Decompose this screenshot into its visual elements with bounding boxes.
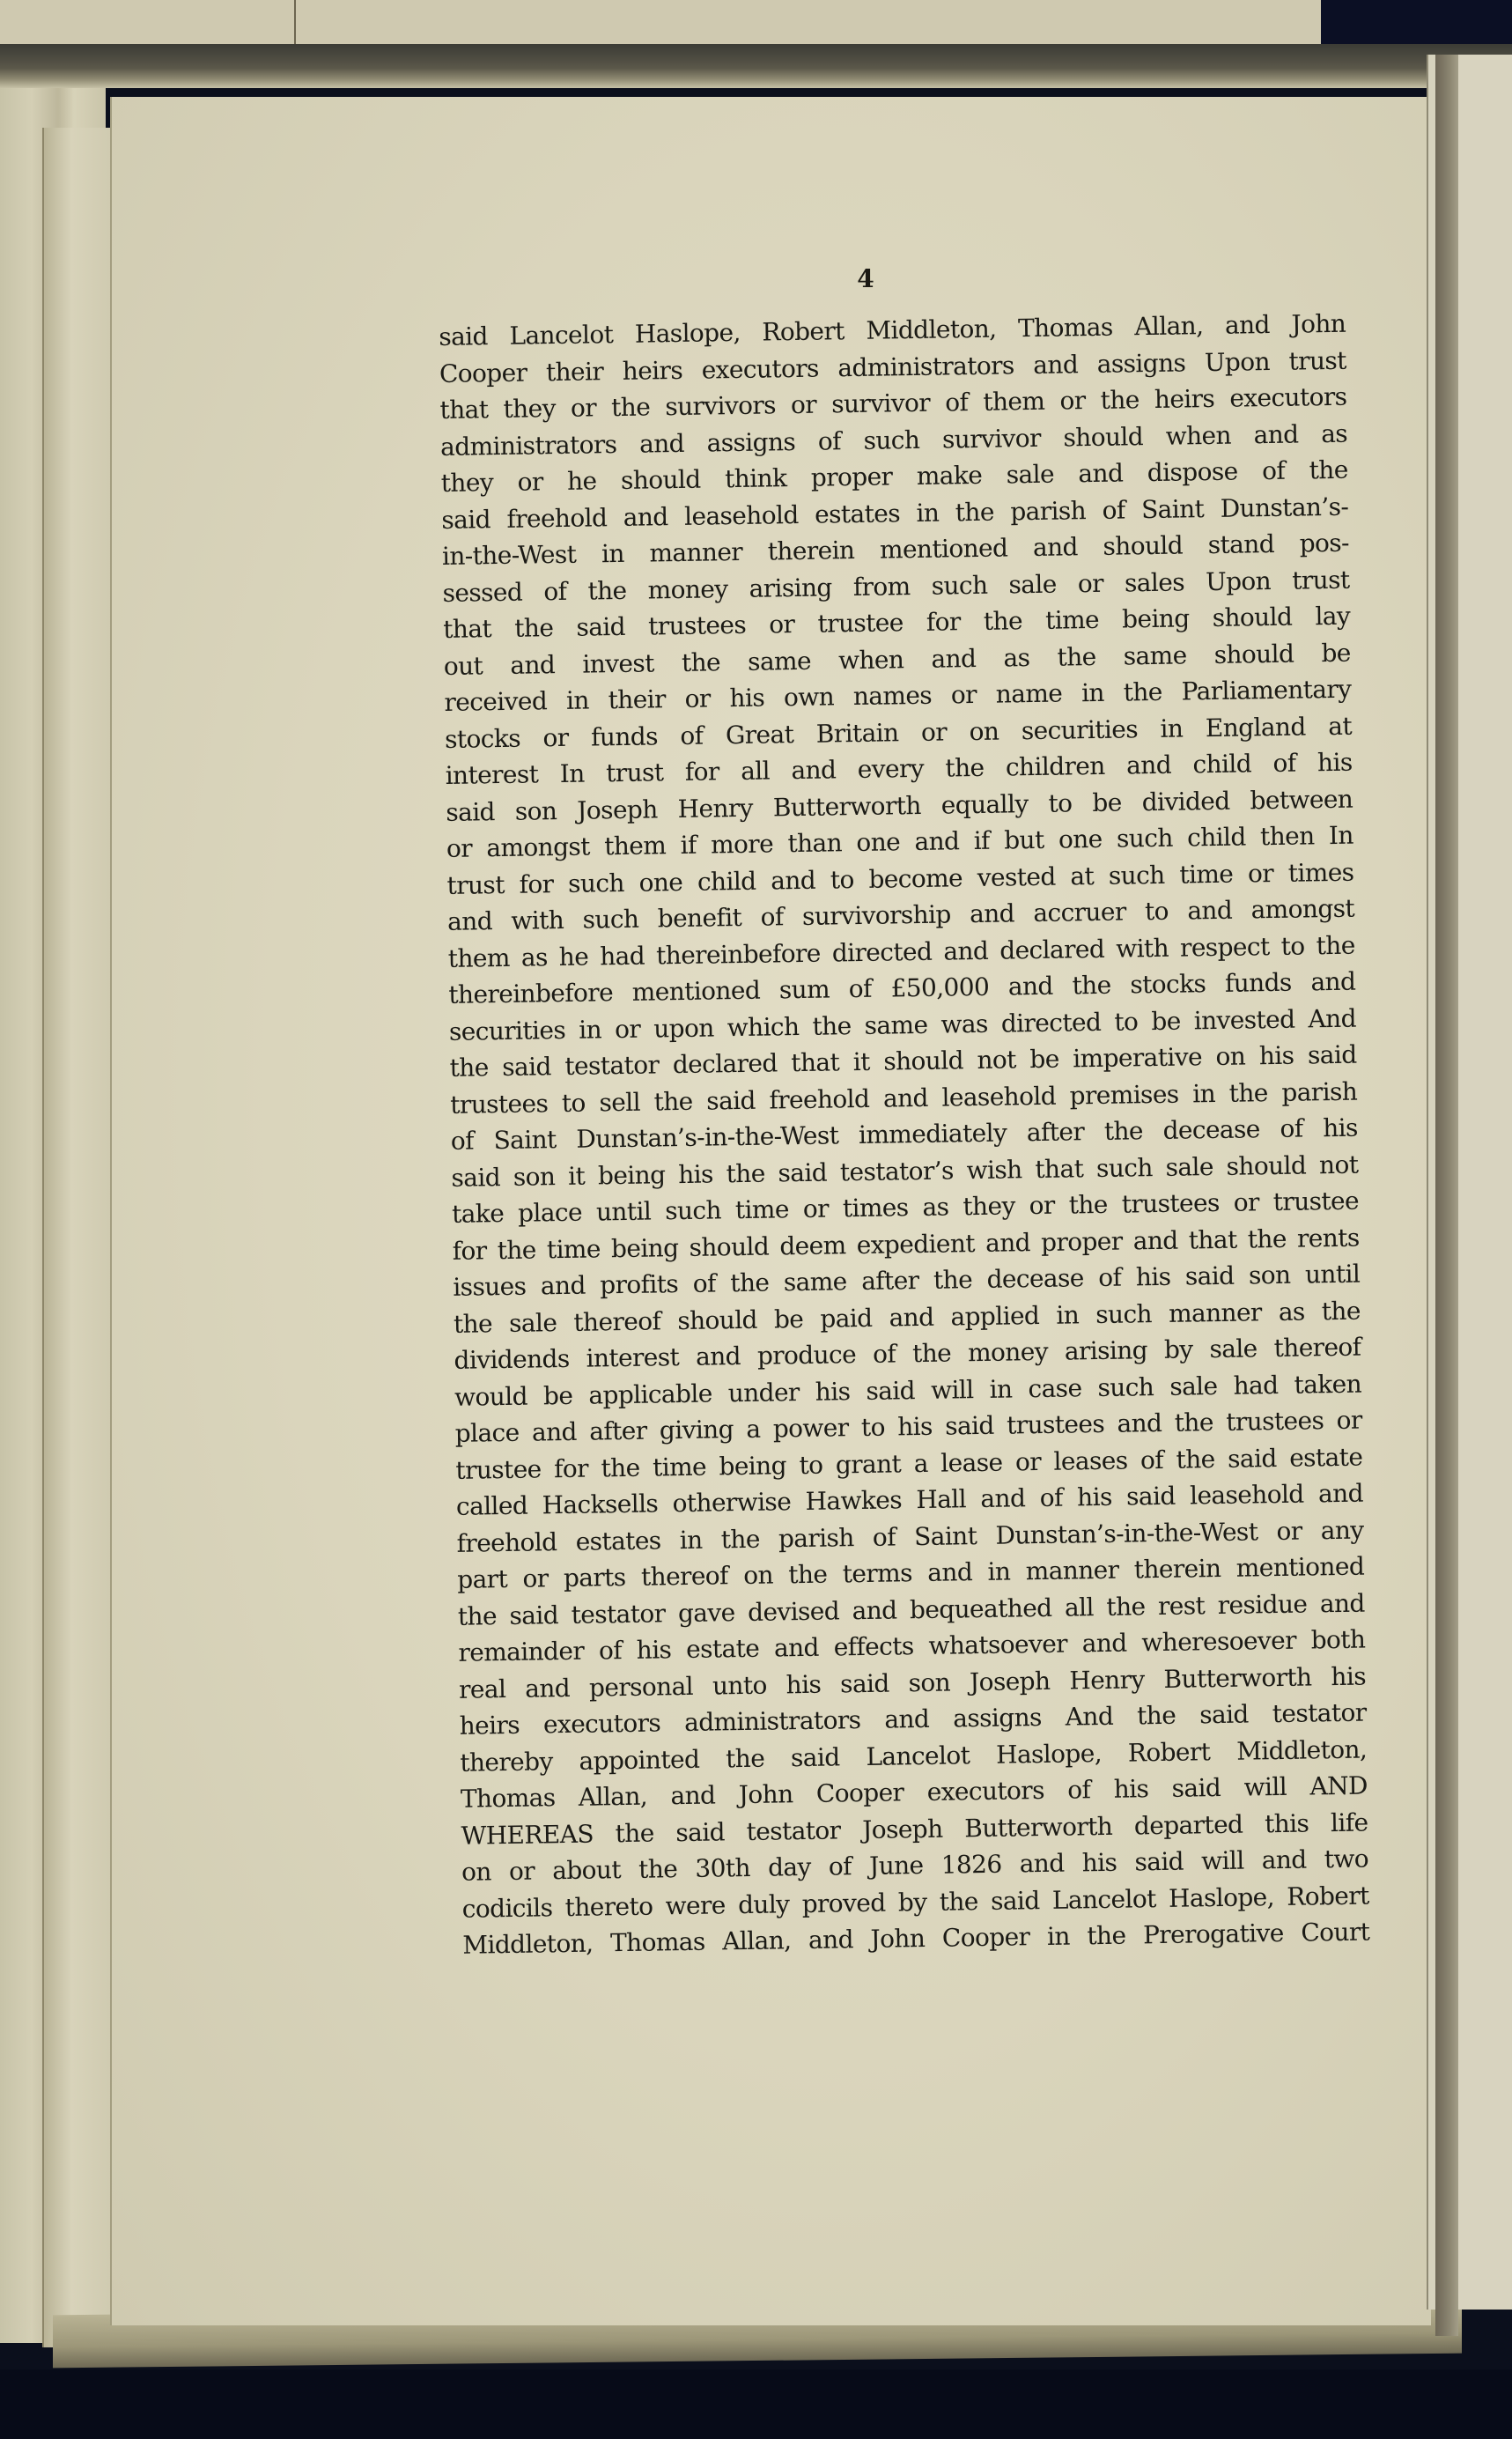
text-line: they or he should think proper make sale and dispose of the: [440, 455, 1348, 498]
spine-shadow: [1435, 55, 1458, 2336]
text-line: stocks or funds of Great Britain or on securities in England at: [444, 711, 1353, 754]
text-line: and with such benefit of survivorship and accruer to and amongst: [446, 893, 1355, 936]
text-line: sessed of the money arising from such sale or sales Upon trust: [442, 565, 1350, 608]
text-line: of Saint Dunstan’s-in-the-West immediately after the decease of his: [450, 1112, 1358, 1156]
text-line: real and personal unto his said son Joseph Henry Butterworth his: [458, 1661, 1367, 1704]
binding-edge: [0, 44, 1512, 88]
text-line: said son it being his the said testator’s wish that such sale should not: [451, 1149, 1359, 1193]
text-line: would be applicable under his said will in case such sale had taken: [454, 1369, 1362, 1412]
left-fold: [42, 128, 113, 2347]
text-line: dividends interest and produce of the money arising by sale thereof: [454, 1332, 1361, 1375]
text-line: issues and profits of the same after the decease of his said son until: [453, 1259, 1361, 1302]
text-line: or amongst them if more than one and if but one such child then In: [446, 820, 1354, 863]
previous-leaf-edge: [0, 0, 1462, 46]
text-line: received in their or his own names or name in the Parliamentary: [444, 674, 1352, 717]
body-text: [439, 306, 1370, 1964]
text-line: trustee for the time being to grant a lease or leases of the said estate: [455, 1442, 1363, 1485]
text-line: thereby appointed the said Lancelot Haslope, Robert Middleton,: [460, 1734, 1368, 1778]
text-line: freehold estates in the parish of Saint Dunstan’s-in-the-West or any: [456, 1515, 1364, 1558]
text-line: administrators and assigns of such survivor should when and as: [439, 418, 1348, 462]
text-line: place and after giving a power to his said trustees and the trustees or: [454, 1405, 1362, 1448]
text-line: heirs executors administrators and assigns And the said testator: [459, 1697, 1367, 1741]
text-line: the sale thereof should be paid and applied in such manner as the: [453, 1296, 1361, 1339]
text-line: securities in or upon which the same was directed to be invested And: [448, 1003, 1357, 1046]
text-line: remainder of his estate and effects whatsoever and wheresoever both: [458, 1624, 1366, 1667]
text-line: trust for such one child and to become vested at such time or times: [446, 857, 1354, 900]
text-line: for the time being should deem expedient and proper and that the rents: [452, 1223, 1360, 1266]
book-cover-bottom: [0, 2369, 1512, 2439]
text-line: said freehold and leasehold estates in the parish of Saint Dunstan’s-: [441, 491, 1349, 535]
text-line: them as he had thereinbefore directed and declared with respect to the: [447, 930, 1355, 973]
text-line: said Lancelot Haslope, Robert Middleton, Thomas Allan, and John: [439, 308, 1346, 351]
text-line: that the said trustees or trustee for the time being should lay: [442, 601, 1351, 644]
page-number: 4: [857, 264, 874, 293]
text-line: codicils thereto were duly proved by the said Lancelot Haslope, Robert: [461, 1881, 1369, 1924]
text-line: WHEREAS the said testator Joseph Butterworth departed this life: [461, 1807, 1368, 1851]
text-line: take place until such time or times as they or the trustees or trustee: [451, 1186, 1360, 1229]
text-line: Thomas Allan, and John Cooper executors of his said will AND: [460, 1770, 1368, 1814]
text-line: Cooper their heirs executors administrators and assigns Upon trust: [439, 345, 1347, 388]
text-line: trustees to sell the said freehold and leasehold premises in the parish: [449, 1076, 1358, 1120]
text-line: in-the-West in manner therein mentioned and should stand pos-: [441, 528, 1350, 571]
text-line: thereinbefore mentioned sum of £50,000 and the stocks funds and: [448, 966, 1356, 1009]
text-line: part or parts thereof on the terms and in manner therein mentioned: [456, 1551, 1365, 1594]
text-line: the said testator gave devised and bequeathed all the rest residue and: [457, 1588, 1365, 1631]
text-line: called Hacksells otherwise Hawkes Hall and of his said leasehold and: [455, 1478, 1364, 1521]
text-line: the said testator declared that it should not be imperative on his said: [449, 1039, 1357, 1083]
text-line: said son Joseph Henry Butterworth equally to be divided between: [446, 784, 1353, 827]
next-page-edge: [1458, 55, 1512, 2310]
text-line: Middleton, Thomas Allan, and John Cooper in the Prerogative Court: [462, 1917, 1370, 1960]
text-line: interest In trust for all and every the children and child of his: [445, 747, 1353, 790]
text-line: that they or the survivors or survivor of them or the heirs executors: [439, 381, 1347, 425]
leaf-seam: [294, 0, 296, 46]
text-line: on or about the 30th day of June 1826 and his said will and two: [461, 1844, 1369, 1887]
text-line: out and invest the same when and as the same should be: [443, 638, 1351, 681]
